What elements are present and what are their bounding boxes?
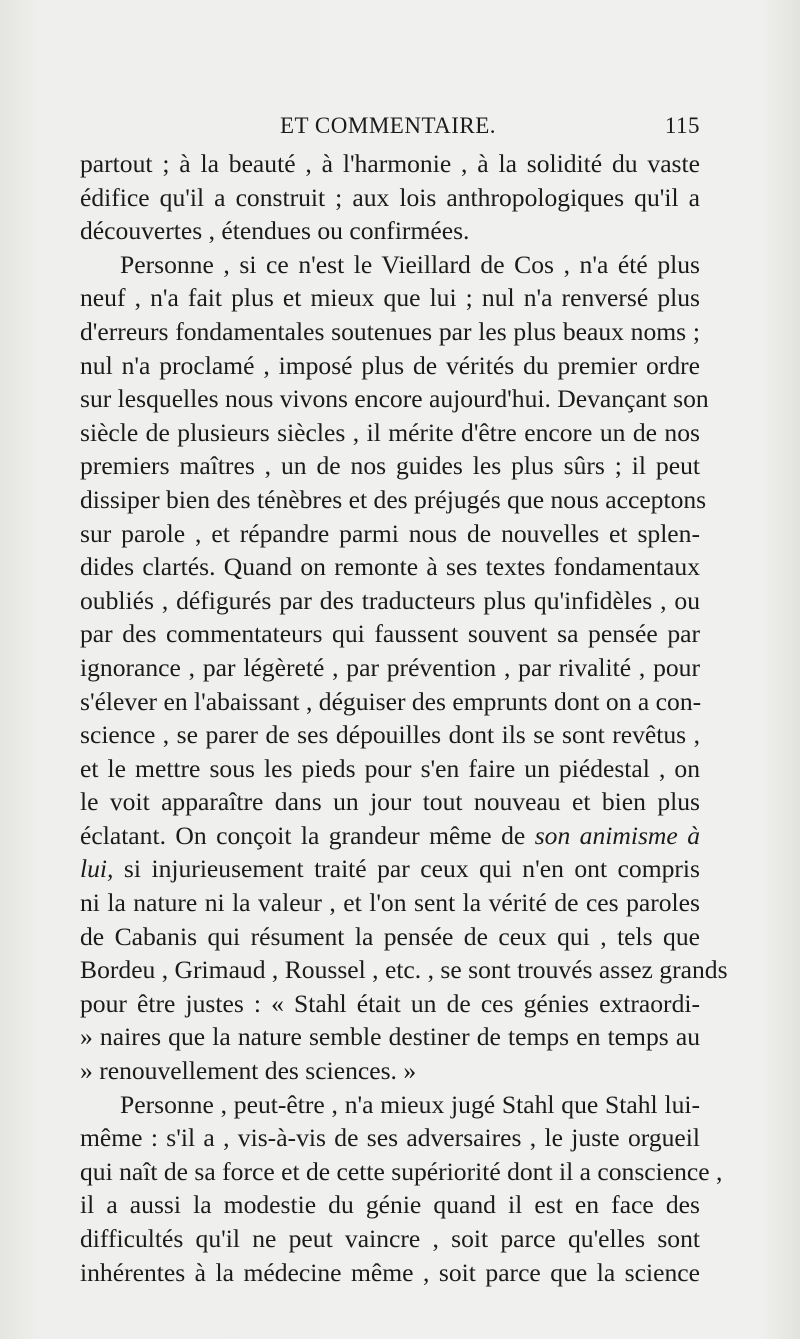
text-line: qui naît de sa force et de cette supériorité dont il a conscience , (80, 1156, 723, 1186)
text-segment: si injurieusement traité par ceux qui n'en ont compris (123, 854, 700, 884)
text-line: Bordeu , Grimaud , Roussel , etc. , se sont trouvés assez grands (80, 955, 728, 985)
text-line: et le mettre sous les pieds pour s'en faire un piédestal , on (80, 753, 700, 783)
text-line: premiers maîtres , un de nos guides les plus sûrs ; il peut (80, 451, 700, 481)
body-text (80, 147, 728, 1289)
text-line (80, 852, 700, 886)
text-line: » naires que la nature semble destiner de temps en temps au (80, 1022, 700, 1052)
text-line: siècle de plusieurs siècles , il mérite d'être encore un de nos (80, 417, 700, 447)
text-line: oubliés , défigurés par des traducteurs plus qu'infidèles , ou (80, 585, 700, 615)
text-line: il a aussi la modestie du génie quand il est en face des (80, 1190, 700, 1220)
text-line: nul n'a proclamé , imposé plus de vérités du premier ordre (80, 350, 700, 380)
text-line: partout ; à la beauté , à l'harmonie , à la solidité du vaste (80, 149, 700, 178)
text-line: sur lesquelles nous vivons encore aujourd'hui. Devançant son (80, 384, 709, 414)
text-line: inhérentes à la médecine même , soit parce que la science (80, 1257, 700, 1287)
running-head (80, 113, 700, 143)
text-line: par des commentateurs qui faussent souvent sa pensée par (80, 619, 700, 649)
text-line: dissiper bien des ténèbres et des préjugés que nous acceptons (80, 484, 707, 514)
text-line: d'erreurs fondamentales soutenues par les plus beaux noms ; (80, 316, 700, 346)
text-line: ni la nature ni la valeur , et l'on sent la vérité de ces paroles (80, 888, 700, 918)
text-line: de Cabanis qui résument la pensée de ceux qui , tels que (80, 921, 700, 951)
text-line: » renouvellement des sciences. » (80, 1056, 417, 1086)
text-segment: éclatant. On conçoit la grandeur même de (80, 820, 526, 850)
running-title: ET COMMENTAIRE. (280, 113, 497, 138)
text-line (80, 819, 700, 853)
page-number: 115 (664, 113, 700, 138)
text-line: dides clartés. Quand on remonte à ses textes fondamentaux (80, 552, 700, 582)
italic-term: lui, (80, 854, 114, 884)
italic-term: son animisme à (534, 820, 700, 850)
text-line: pour être justes : « Stahl était un de ces génies extraordi- (80, 988, 700, 1018)
text-line: le voit apparaître dans un jour tout nouveau et bien plus (80, 787, 700, 817)
text-line: sur parole , et répandre parmi nous de nouvelles et splen- (80, 518, 700, 548)
text-line: neuf , n'a fait plus et mieux que lui ; nul n'a renversé plus (80, 283, 700, 313)
text-line: difficultés qu'il ne peut vaincre , soit parce qu'elles sont (80, 1224, 700, 1253)
text-line: même : s'il a , vis-à-vis de ses adversaires , le juste orgueil (80, 1123, 700, 1153)
text-line: science , se parer de ses dépouilles dont ils se sont revêtus , (80, 720, 700, 750)
text-line: ignorance , par légèreté , par prévention , par rivalité , pour (80, 652, 700, 682)
text-line: édifice qu'il a construit ; aux lois anthropologiques qu'il a (80, 182, 700, 212)
text-line: s'élever en l'abaissant , déguiser des emprunts dont on a con- (80, 686, 702, 716)
text-line: découvertes , étendues ou confirmées. (80, 216, 470, 246)
text-line: Personne , si ce n'est le Vieillard de Cos , n'a été plus (120, 249, 700, 279)
text-line: Personne , peut-être , n'a mieux jugé Stahl que Stahl lui- (120, 1089, 700, 1119)
